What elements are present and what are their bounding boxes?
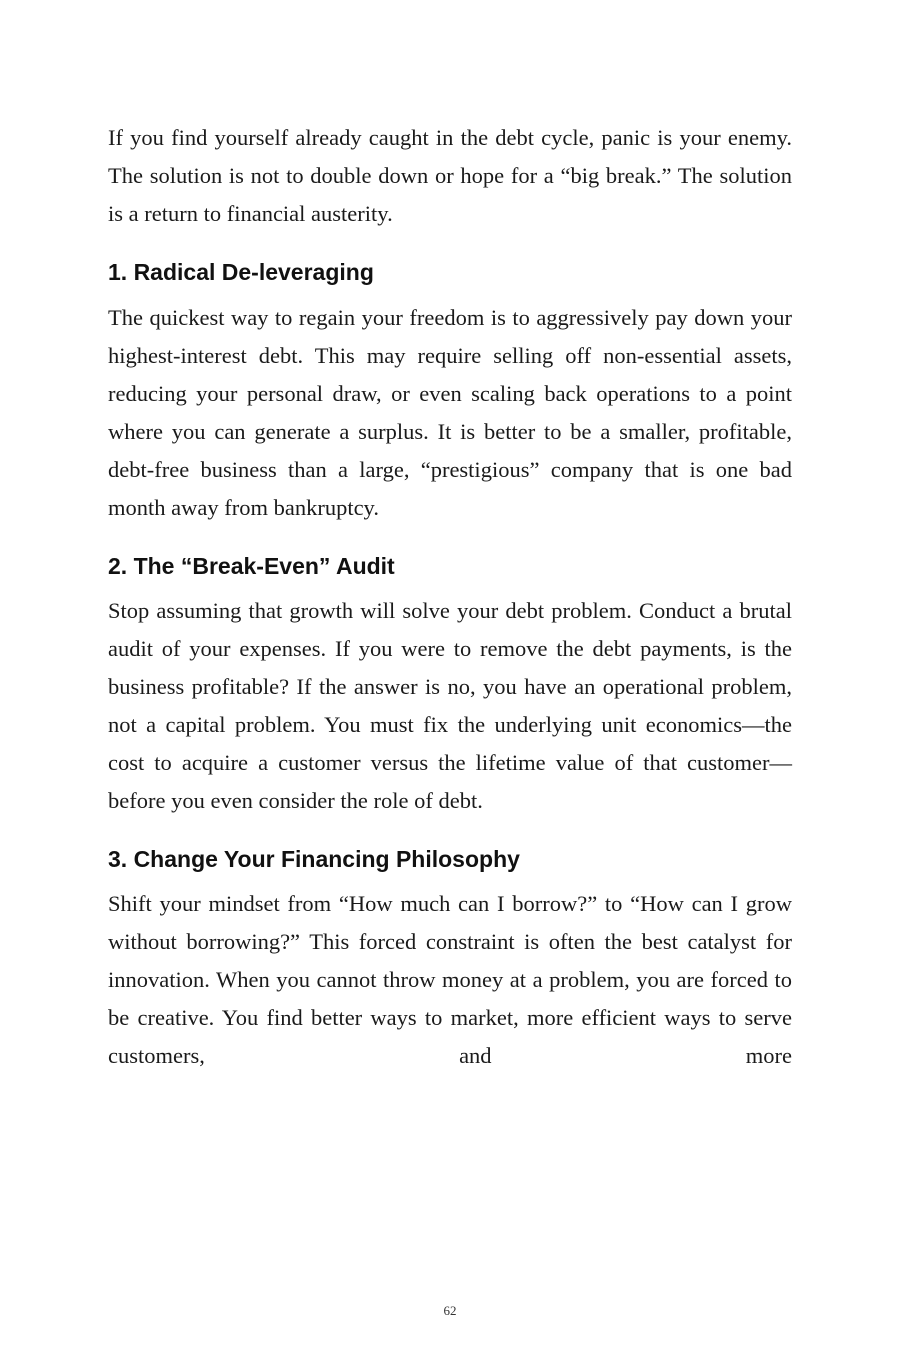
section-body-radical-deleveraging: The quickest way to regain your freedom is to aggressively pay down your highest-interest debt. This may require selling off non-essential assets, reducing your personal draw, or even scaling back operations to a point where you can generate a surplus. It is better to be a smaller, profitable, debt-free business than a large, “prestigious” company that is one bad month away from bankruptcy. <box>108 305 792 520</box>
section-body-break-even-audit: Stop assuming that growth will solve your debt problem. Conduct a brutal audit of your expenses. If you were to remove the debt payments, is the business profitable? If the answer is no, you have an operational problem, not a capital problem. You must fix the underlying unit economics—the cost to acquire a customer versus the lifetime value of that customer—before you even consider the role of debt. <box>108 598 792 813</box>
section-body-financing-philosophy: Shift your mindset from “How much can I borrow?” to “How can I grow without borrowing?” This forced constraint is often the best catalyst for innovation. When you cannot throw money at a problem, you are forced to be creative. You find better ways to market, more efficient ways to serve customers, and more <box>108 891 792 1068</box>
page-content <box>108 119 792 1075</box>
section-heading-radical-deleveraging: 1. Radical De-leveraging <box>108 259 374 285</box>
intro-paragraph: If you find yourself already caught in the debt cycle, panic is your enemy. The solution is not to double down or hope for a “big break.” The solution is a return to financial austerity. <box>108 125 792 226</box>
section-heading-break-even-audit: 2. The “Break-Even” Audit <box>108 553 395 579</box>
page-number: 62 <box>443 1303 457 1318</box>
section-heading-financing-philosophy: 3. Change Your Financing Philosophy <box>108 846 520 872</box>
